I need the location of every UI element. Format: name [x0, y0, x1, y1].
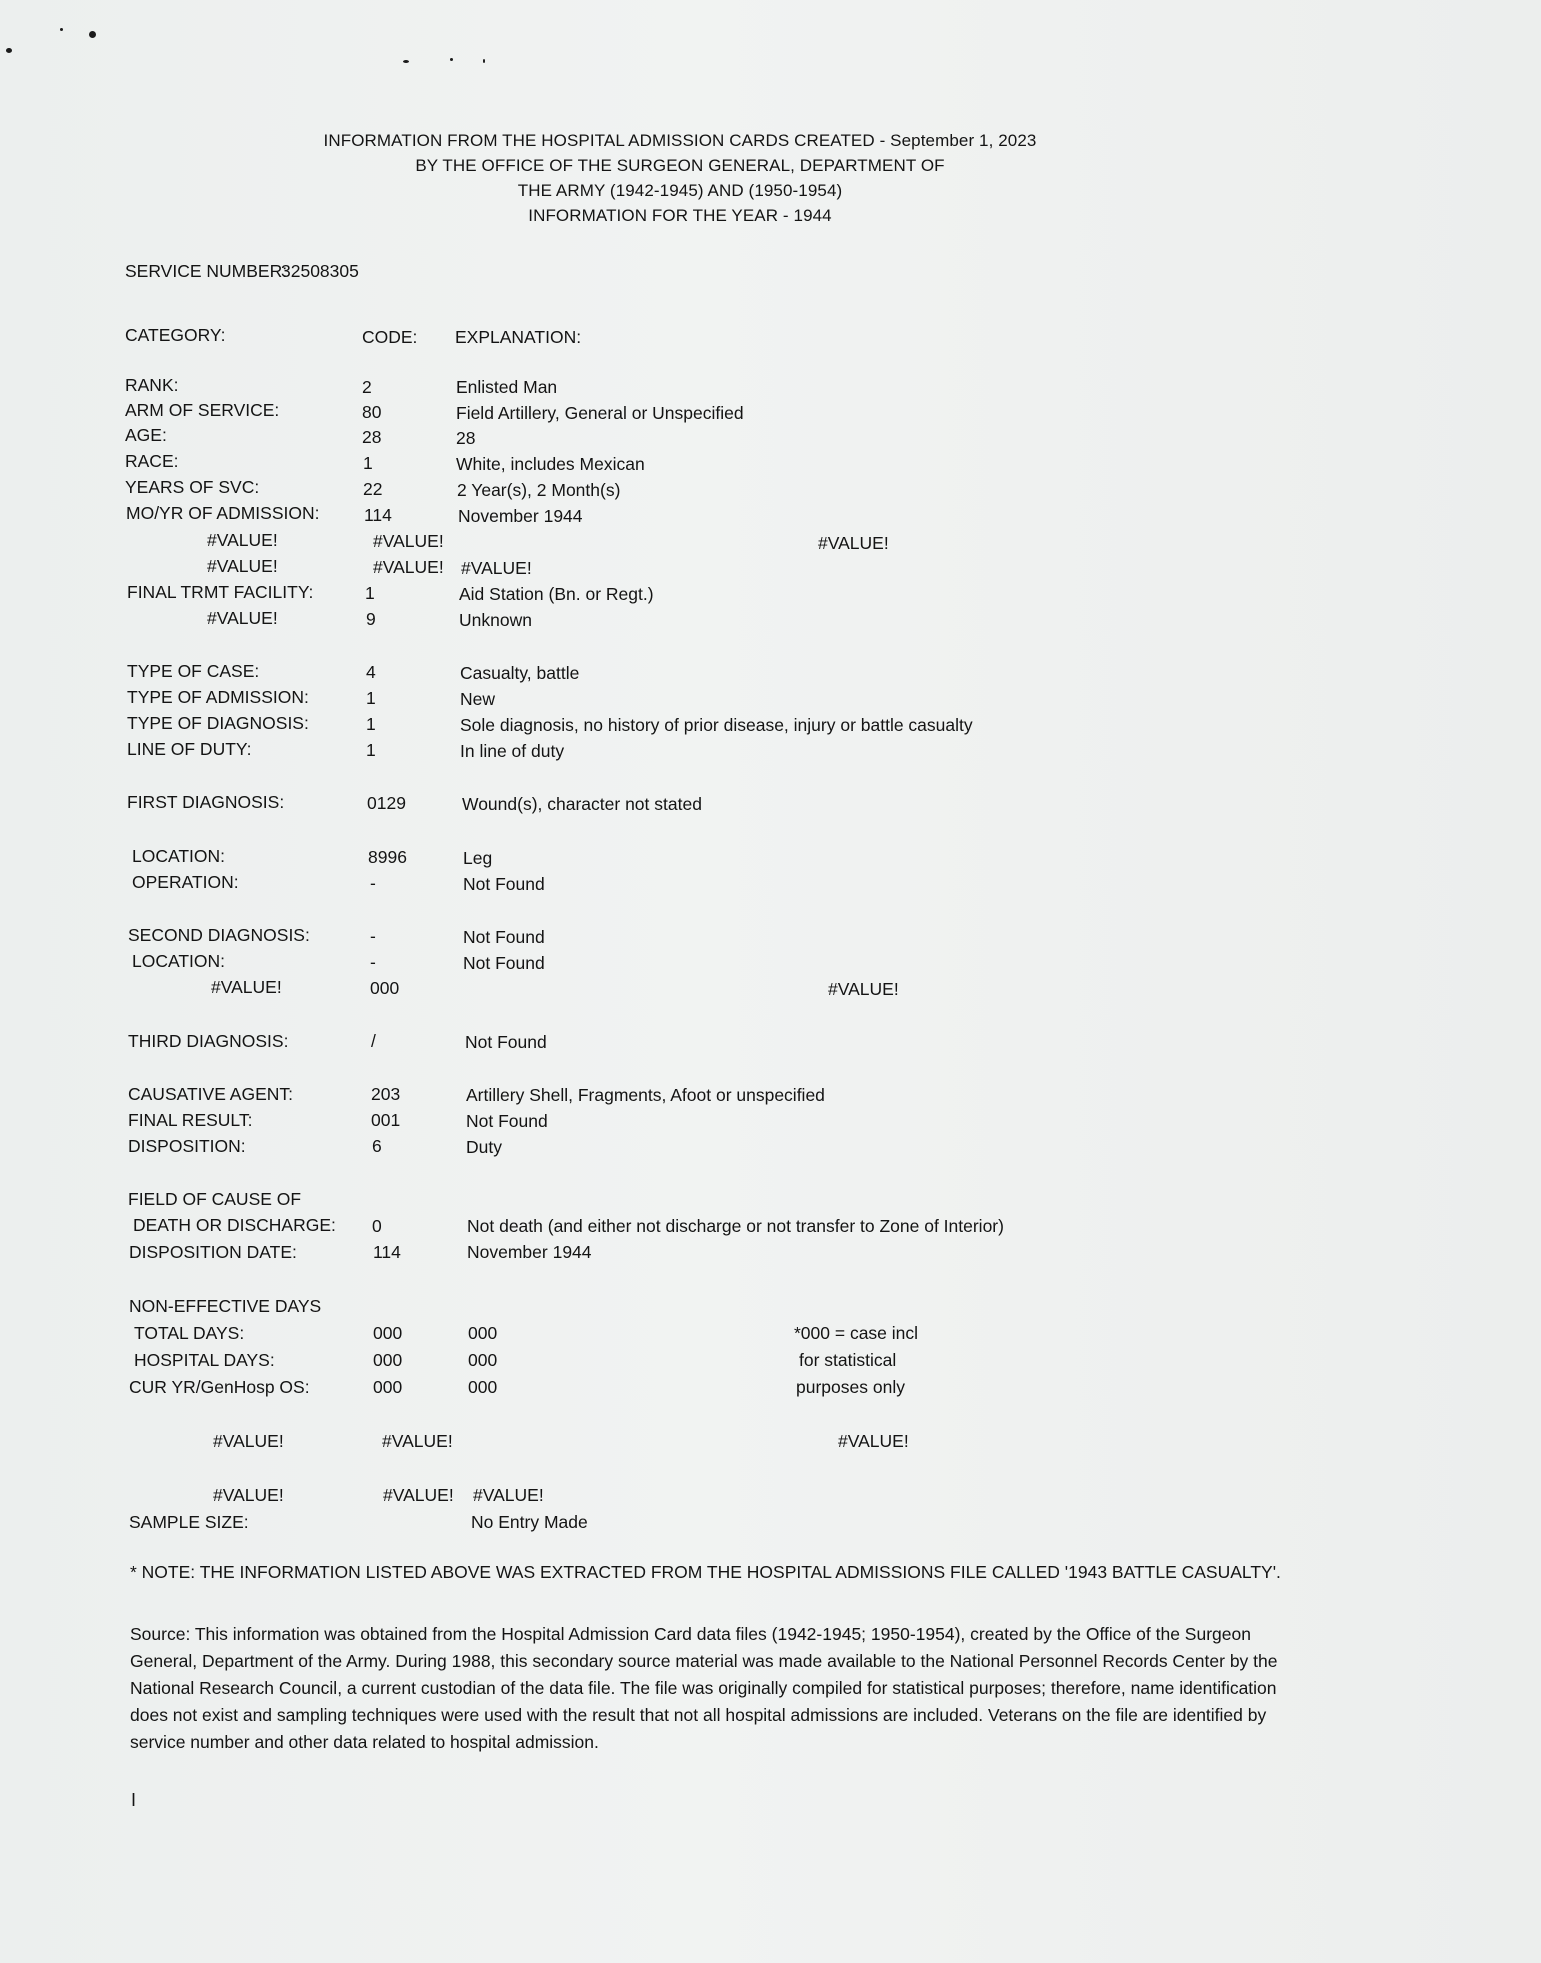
row-explanation: 000 — [468, 1323, 498, 1343]
row-explanation: Not Found — [463, 927, 545, 947]
row-code: 0129 — [367, 793, 406, 813]
row-explanation: Not Found — [465, 1032, 547, 1052]
row-explanation: Aid Station (Bn. or Regt.) — [459, 584, 654, 604]
row-code: 001 — [371, 1110, 401, 1130]
service-number-value: 32508305 — [281, 261, 359, 281]
row-explanation: Not Found — [463, 874, 545, 894]
extraction-note: * NOTE: THE INFORMATION LISTED ABOVE WAS EXTRACTED FROM THE HOSPITAL ADMISSIONS FILE CALLED '1943 BATTLE CASUALTY'. — [130, 1562, 1281, 1582]
row-code: 28 — [362, 427, 382, 447]
row-label: TYPE OF DIAGNOSIS: — [127, 713, 309, 733]
title-line: THE ARMY (1942-1945) AND (1950-1954) — [517, 181, 843, 200]
row-code: #VALUE! — [373, 557, 444, 577]
row-extra: #VALUE! — [818, 533, 889, 553]
row-explanation: November 1944 — [467, 1242, 592, 1262]
row-label: THIRD DIAGNOSIS: — [128, 1031, 289, 1051]
row-label: TOTAL DAYS: — [134, 1323, 245, 1343]
row-extra: *000 = case incl — [794, 1323, 919, 1343]
row-label: AGE: — [125, 425, 167, 445]
title-line: BY THE OFFICE OF THE SURGEON GENERAL, DEPARTMENT OF — [415, 156, 945, 175]
row-code: 000 — [373, 1323, 403, 1343]
row-label: DISPOSITION DATE: — [129, 1242, 297, 1262]
row-extra: for statistical — [799, 1350, 897, 1370]
row-code: 114 — [364, 505, 392, 525]
row-explanation: Unknown — [459, 610, 532, 630]
title-line: INFORMATION FROM THE HOSPITAL ADMISSION CARDS CREATED - September 1, 2023 — [323, 131, 1037, 150]
row-extra: #VALUE! — [828, 979, 899, 999]
row-label: #VALUE! — [207, 530, 278, 550]
row-code: 000 — [370, 978, 400, 998]
row-code: #VALUE! — [382, 1431, 453, 1451]
row-explanation: November 1944 — [458, 506, 583, 526]
row-code: - — [370, 873, 376, 893]
row-label: SECOND DIAGNOSIS: — [128, 925, 310, 945]
column-header-category: CATEGORY: — [125, 325, 226, 345]
row-code: 80 — [362, 402, 382, 422]
row-label: #VALUE! — [213, 1485, 284, 1505]
row-label: #VALUE! — [207, 608, 278, 628]
row-explanation: Casualty, battle — [460, 663, 580, 683]
row-code: 4 — [366, 662, 376, 682]
row-explanation: In line of duty — [460, 741, 565, 761]
row-label: LINE OF DUTY: — [127, 739, 252, 759]
row-label: SAMPLE SIZE: — [129, 1512, 249, 1532]
row-code: 1 — [366, 714, 376, 734]
row-explanation: Sole diagnosis, no history of prior disease, injury or battle casualty — [460, 715, 973, 735]
column-header-explanation: EXPLANATION: — [455, 327, 582, 347]
scan-speck — [403, 60, 409, 63]
row-label: OPERATION: — [132, 872, 239, 892]
row-explanation: Not death (and either not discharge or not transfer to Zone of Interior) — [467, 1216, 1004, 1236]
row-label: DISPOSITION: — [128, 1136, 246, 1156]
row-code: 2 — [362, 377, 372, 397]
row-explanation: New — [460, 689, 496, 709]
row-code: 1 — [363, 453, 373, 473]
row-label: FINAL TRMT FACILITY: — [127, 582, 314, 602]
row-code: 000 — [373, 1350, 403, 1370]
row-explanation: Not Found — [466, 1111, 548, 1131]
row-label: NON-EFFECTIVE DAYS — [129, 1296, 322, 1316]
row-explanation: Enlisted Man — [456, 377, 558, 397]
row-code: 1 — [366, 740, 376, 760]
scan-speck — [89, 31, 96, 38]
row-label: RANK: — [125, 375, 179, 395]
row-label: HOSPITAL DAYS: — [134, 1350, 275, 1370]
row-explanation: #VALUE! — [461, 558, 532, 578]
row-code: 22 — [363, 479, 383, 499]
row-label: LOCATION: — [132, 951, 226, 971]
row-label: MO/YR OF ADMISSION: — [126, 503, 320, 523]
row-code: 114 — [373, 1242, 401, 1262]
source-paragraph: Source: This information was obtained from the Hospital Admission Card data files (1942-1945; 1950-1954), created by the Office of the Surgeon General, Department of the Army. During 1988, this secondary source material was made available to the National Personnel Records Center by the National Research Council, a current custodian of the data file. The file was originally compiled for statistical purposes; therefore, name identification does not exist and sampling techniques were used with the result that not all hospital admissions are included. Veterans on the file are identified by service number and other data related to hospital admission. — [130, 1624, 1278, 1752]
row-code: - — [370, 926, 376, 946]
row-code: 6 — [372, 1136, 382, 1156]
row-explanation: Artillery Shell, Fragments, Afoot or unspecified — [466, 1085, 825, 1105]
row-explanation: 28 — [456, 428, 476, 448]
title-line: INFORMATION FOR THE YEAR - 1944 — [528, 206, 832, 225]
row-explanation: Not Found — [463, 953, 545, 973]
row-explanation: #VALUE! — [473, 1485, 544, 1505]
document-title — [300, 128, 1060, 228]
row-label: CAUSATIVE AGENT: — [128, 1084, 293, 1104]
row-label: DEATH OR DISCHARGE: — [133, 1215, 336, 1235]
row-explanation: Field Artillery, General or Unspecified — [456, 403, 744, 423]
row-explanation: White, includes Mexican — [456, 454, 645, 474]
row-explanation: Duty — [466, 1137, 502, 1157]
row-label: LOCATION: — [132, 846, 226, 866]
scan-speck — [60, 28, 63, 31]
row-label: #VALUE! — [211, 977, 282, 997]
footer-mark: I — [131, 1790, 137, 1810]
row-explanation: Wound(s), character not stated — [462, 794, 702, 814]
row-explanation: 2 Year(s), 2 Month(s) — [457, 480, 621, 500]
row-code: 8996 — [368, 847, 407, 867]
row-label: TYPE OF CASE: — [127, 661, 260, 681]
row-code: 1 — [366, 688, 376, 708]
row-label: RACE: — [125, 451, 179, 471]
row-explanation: Leg — [463, 848, 493, 868]
row-label: #VALUE! — [207, 556, 278, 576]
row-code: 203 — [371, 1084, 401, 1104]
row-label: FINAL RESULT: — [128, 1110, 253, 1130]
row-extra: purposes only — [796, 1377, 905, 1397]
row-label: FIELD OF CAUSE OF — [128, 1189, 302, 1209]
scan-speck — [6, 48, 12, 53]
row-code: 0 — [372, 1216, 382, 1236]
row-code: - — [370, 952, 376, 972]
column-header-code: CODE: — [362, 327, 418, 347]
scan-speck — [483, 59, 485, 63]
row-label: #VALUE! — [213, 1431, 284, 1451]
row-label: YEARS OF SVC: — [125, 477, 260, 497]
scan-speck — [450, 58, 453, 61]
row-code: #VALUE! — [383, 1485, 454, 1505]
row-extra: #VALUE! — [838, 1431, 909, 1451]
row-explanation: 000 — [468, 1350, 498, 1370]
row-code: / — [371, 1031, 376, 1051]
row-label: ARM OF SERVICE: — [125, 400, 280, 420]
service-number-label: SERVICE NUMBER: — [125, 261, 288, 281]
row-code: 9 — [366, 609, 376, 629]
row-code: #VALUE! — [373, 531, 444, 551]
row-label: FIRST DIAGNOSIS: — [127, 792, 285, 812]
row-code: 1 — [365, 583, 375, 603]
row-explanation: No Entry Made — [471, 1512, 588, 1532]
row-code: 000 — [373, 1377, 403, 1397]
row-label: CUR YR/GenHosp OS: — [129, 1377, 310, 1397]
row-label: TYPE OF ADMISSION: — [127, 687, 309, 707]
row-explanation: 000 — [468, 1377, 498, 1397]
